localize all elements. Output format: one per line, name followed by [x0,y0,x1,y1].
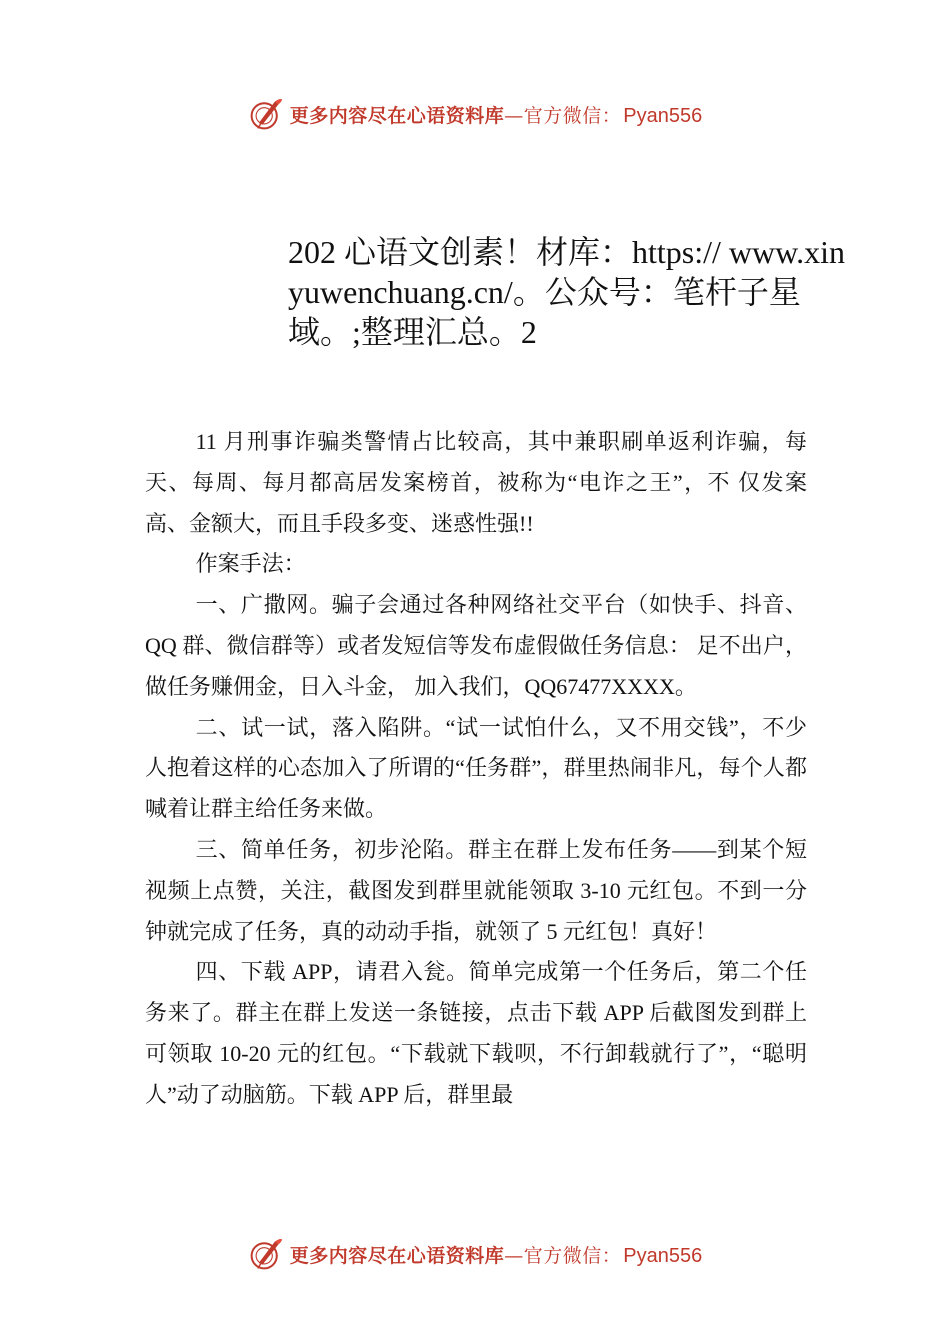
watermark-wechat-id: Pyan556 [623,104,703,127]
watermark-sub-text: 官方微信： [523,1244,622,1267]
footer-watermark [0,1232,950,1276]
header-watermark [0,92,950,136]
quill-seal-logo-icon [248,1236,284,1272]
watermark-dash: — [504,1244,524,1267]
paragraph-step-1: 一、广撒网。骗子会通过各种网络社交平台（如快手、抖音、QQ 群、微信群等）或者发短信等发布虚假做任务信息： 足不出户，做任务赚佣金，日入斗金， 加入我们，QQ67477XXXX。 [145,592,807,699]
watermark-main-text: 更多内容尽在心语资料库 [289,1244,505,1267]
document-title: 202 心语文创素！材库：https:// www.xinyuwenchuang.cn/。公众号：笔杆子星域。;整理汇总。2 [288,234,846,350]
watermark-text [290,1241,703,1268]
watermark-sub-text: 官方微信： [523,104,622,127]
paragraph-step-3: 三、简单任务，初步沦陷。群主在群上发布任务——到某个短视频上点赞，关注，截图发到群里就能领取 3-10 元红包。不到一分钟就完成了任务，真的动动手指，就领了 5 元红包！真好！ [145,836,807,944]
watermark-dash: — [504,104,524,127]
document-body [145,422,807,1116]
watermark-text [290,101,703,128]
paragraph-step-4: 四、下载 APP，请君入瓮。简单完成第一个任务后，第二个任务来了。群主在群上发送一条链接，点击下载 APP 后截图发到群上可领取 10-20 元的红包。“下载就下载呗，不行卸载就行了”，“聪明人”动了动脑筋。下载 APP 后，群里最 [145,959,807,1107]
paragraph-intro: 11 月刑事诈骗类警情占比较高，其中兼职刷单返利诈骗，每天、每周、每月都高居发案榜首，被称为“电诈之王”，不 仅发案高、金额大，而且手段多变、迷惑性强!! [145,429,807,536]
quill-seal-logo-icon [248,96,284,132]
paragraph-method-heading: 作案手法： [195,551,306,577]
watermark-wechat-id: Pyan556 [623,1244,703,1267]
watermark-main-text: 更多内容尽在心语资料库 [289,104,505,127]
paragraph-step-2: 二、试一试，落入陷阱。“试一试怕什么，又不用交钱”，不少人抱着这样的心态加入了所谓的“任务群”，群里热闹非凡，每个人都喊着让群主给任务来做。 [145,714,807,822]
